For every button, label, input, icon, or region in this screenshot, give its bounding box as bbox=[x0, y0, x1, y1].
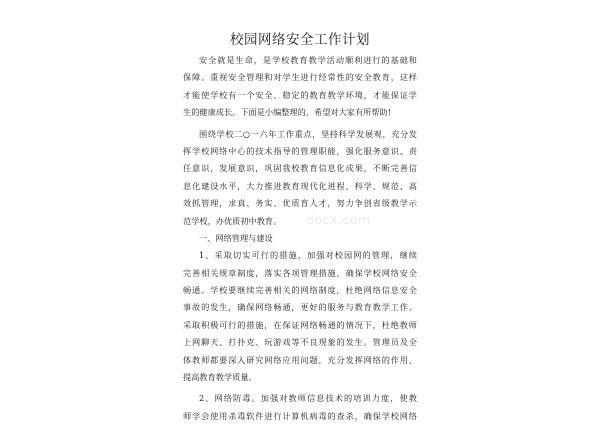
watermark: docx.com bbox=[306, 212, 371, 227]
text-line: 畅通。学校要继续完善相关的网络制度，杜绝网络信息安全 bbox=[183, 285, 417, 296]
text-line: 生的健康成长。下面是小编整理的，希望对大家有所帮助! bbox=[183, 107, 391, 118]
text-line: 安全就是生命，是学校教育教学活动顺利进行的基础和 bbox=[199, 55, 417, 65]
text-line: 完善相关规章制度，落实各项管理措施，确保学校网络安全 bbox=[183, 267, 417, 278]
text-line: 范学校，办优质初中教育。 bbox=[183, 215, 282, 226]
text-line: 师学会使用杀毒软件进行计算机病毒的查杀，确保学校网络 bbox=[183, 410, 417, 421]
section-heading: 一、网络管理与建设 bbox=[199, 232, 273, 243]
text-line: 事故的发生，确保网络畅通，更好的服务与教育教学工作。 bbox=[183, 302, 417, 313]
text-line: 挥学校网络中心的技术指导的管理职能，强化服务意识、责 bbox=[183, 145, 417, 156]
paragraph-network-management bbox=[183, 247, 417, 386]
text-line: 2、网络防毒。加强对教师信息技术的培训力度，使教 bbox=[199, 393, 417, 404]
text-line: 上网聊天、打扑克、玩游戏等不良现象的发生。管理员及全 bbox=[183, 337, 417, 348]
text-line: 保障。重视安全管理和对学生进行经常性的安全教育，这样 bbox=[183, 72, 417, 83]
text-line: 效抓管理，求真、务实、优质育人才，努力争创省级教学示 bbox=[183, 198, 417, 209]
text-line: 采取积极可行的措施，在保证网络畅通的情况下，杜绝教师 bbox=[183, 319, 417, 330]
text-line: 才能使学校有一个安全、稳定的教育教学环境，才能保证学 bbox=[183, 89, 417, 100]
paragraph-antivirus bbox=[183, 390, 417, 425]
text-line: 围绕学校二○一六年工作重点，坚持科学发展观，充分发 bbox=[199, 128, 417, 139]
text-line: 体教师都要深入研究网络应用问题，充分发挥网络的作用， bbox=[183, 354, 417, 365]
document-title: 校园网络安全工作计划 bbox=[230, 32, 370, 48]
text-line: 任意识，发展意识，巩固我校教育信息化成果，不断完善信 bbox=[183, 163, 417, 174]
paragraph-focus bbox=[183, 126, 417, 230]
text-line: 1、采取切实可行的措施，加强对校园网的管理，继续 bbox=[199, 250, 417, 261]
document-body bbox=[183, 30, 417, 425]
text-line: 息化建设水平，大力推进教育现代化进程，科学、规范、高 bbox=[183, 180, 417, 191]
paragraph-intro bbox=[183, 52, 417, 122]
text-line: 提高教育教学质量。 bbox=[183, 372, 257, 383]
